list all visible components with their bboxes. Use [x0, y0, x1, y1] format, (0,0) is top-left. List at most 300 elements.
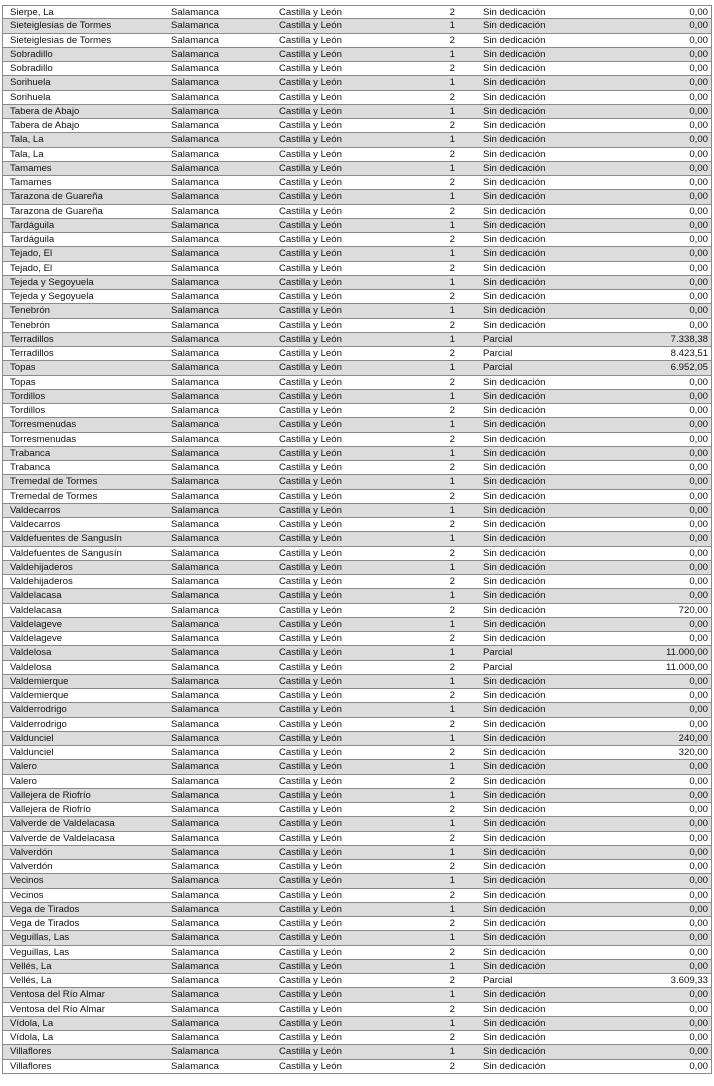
community-cell: Castilla y León — [279, 932, 342, 944]
municipality-cell: Valverde de Valdelacasa — [10, 818, 115, 830]
community-cell: Castilla y León — [279, 747, 342, 758]
municipality-cell: Terradillos — [10, 348, 54, 359]
province-cell: Salamanca — [171, 162, 219, 174]
table-row — [2, 518, 712, 532]
province-cell: Salamanca — [171, 604, 219, 616]
dedication-cell: Sin dedicación — [483, 48, 546, 60]
number-cell: 1 — [449, 248, 455, 260]
municipality-cell: Tejado, El — [10, 248, 53, 260]
amount-cell: 0,00 — [689, 561, 708, 573]
dedication-cell: Sin dedicación — [483, 162, 546, 174]
province-cell: Salamanca — [171, 333, 219, 345]
dedication-cell: Sin dedicación — [483, 846, 546, 858]
dedication-cell: Sin dedicación — [483, 7, 546, 18]
municipality-cell: Tejeda y Segoyuela — [10, 291, 94, 302]
amount-cell: 0,00 — [689, 419, 708, 431]
municipality-cell: Tardáguila — [10, 219, 55, 231]
province-cell: Salamanca — [171, 775, 219, 787]
province-cell: Salamanca — [171, 576, 219, 587]
table-row — [2, 148, 712, 162]
amount-cell: 0,00 — [689, 590, 708, 602]
community-cell: Castilla y León — [279, 533, 342, 545]
amount-cell: 0,00 — [689, 1060, 708, 1072]
province-cell: Salamanca — [171, 262, 219, 274]
community-cell: Castilla y León — [279, 234, 342, 245]
table-row — [2, 1060, 712, 1074]
community-cell: Castilla y León — [279, 604, 342, 616]
community-cell: Castilla y León — [279, 633, 342, 644]
province-cell: Salamanca — [171, 918, 219, 929]
table-row — [2, 903, 712, 917]
table-row — [2, 276, 712, 290]
dedication-cell: Sin dedicación — [483, 747, 546, 758]
table-row — [2, 262, 712, 276]
table-row — [2, 703, 712, 717]
dedication-cell: Sin dedicación — [483, 148, 546, 160]
number-cell: 1 — [449, 134, 455, 146]
province-cell: Salamanca — [171, 1032, 219, 1043]
community-cell: Castilla y León — [279, 861, 342, 872]
table-row — [2, 661, 712, 675]
number-cell: 2 — [449, 604, 455, 616]
community-cell: Castilla y León — [279, 462, 342, 473]
municipality-cell: Tremedal de Tormes — [10, 490, 98, 502]
table-row — [2, 5, 712, 19]
number-cell: 1 — [449, 618, 455, 630]
municipality-cell: Tejeda y Segoyuela — [10, 276, 94, 288]
community-cell: Castilla y León — [279, 1003, 342, 1015]
table-row — [2, 946, 712, 960]
municipality-cell: Tarazona de Guareña — [10, 205, 103, 217]
table-row — [2, 974, 712, 988]
dedication-cell: Parcial — [483, 362, 513, 374]
number-cell: 1 — [449, 704, 455, 716]
municipality-cell: Tala, La — [10, 148, 44, 160]
dedication-cell: Sin dedicación — [483, 219, 546, 231]
municipality-cell: Vega de Tirados — [10, 903, 80, 915]
dedication-cell: Sin dedicación — [483, 789, 546, 801]
community-cell: Castilla y León — [279, 1046, 342, 1058]
municipality-cell: Vallejera de Riofrío — [10, 789, 91, 801]
community-cell: Castilla y León — [279, 105, 342, 117]
municipality-cell: Valdemierque — [10, 675, 69, 687]
table-row — [2, 931, 712, 945]
municipality-cell: Valdecarros — [10, 504, 61, 516]
dedication-cell: Sin dedicación — [483, 191, 546, 203]
community-cell: Castilla y León — [279, 476, 342, 488]
municipality-cell: Vega de Tirados — [10, 918, 80, 929]
community-cell: Castilla y León — [279, 48, 342, 60]
municipality-cell: Tejado, El — [10, 262, 53, 274]
amount-cell: 0,00 — [689, 376, 708, 388]
municipality-cell: Veguillas, Las — [10, 946, 70, 958]
number-cell: 1 — [449, 675, 455, 687]
province-cell: Salamanca — [171, 504, 219, 516]
dedication-cell: Sin dedicación — [483, 476, 546, 488]
number-cell: 1 — [449, 333, 455, 345]
amount-cell: 0,00 — [689, 618, 708, 630]
amount-cell: 0,00 — [689, 690, 708, 701]
province-cell: Salamanca — [171, 276, 219, 288]
table-row — [2, 475, 712, 489]
amount-cell: 0,00 — [689, 48, 708, 60]
community-cell: Castilla y León — [279, 704, 342, 716]
dedication-cell: Parcial — [483, 661, 513, 673]
province-cell: Salamanca — [171, 861, 219, 872]
amount-cell: 0,00 — [689, 490, 708, 502]
amount-cell: 0,00 — [689, 7, 708, 18]
dedication-cell: Sin dedicación — [483, 248, 546, 260]
number-cell: 2 — [449, 34, 455, 46]
amount-cell: 0,00 — [689, 861, 708, 872]
table-row — [2, 988, 712, 1002]
number-cell: 1 — [449, 390, 455, 402]
amount-cell: 0,00 — [689, 34, 708, 46]
table-row — [2, 589, 712, 603]
number-cell: 2 — [449, 177, 455, 188]
community-cell: Castilla y León — [279, 177, 342, 188]
municipality-cell: Valdelosa — [10, 647, 52, 659]
municipality-cell: Valero — [10, 761, 38, 773]
community-cell: Castilla y León — [279, 191, 342, 203]
province-cell: Salamanca — [171, 7, 219, 18]
table-row — [2, 205, 712, 219]
table-row — [2, 917, 712, 931]
province-cell: Salamanca — [171, 376, 219, 388]
amount-cell: 0,00 — [689, 504, 708, 516]
municipality-cell: Vídola, La — [10, 1017, 54, 1029]
province-cell: Salamanca — [171, 34, 219, 46]
community-cell: Castilla y León — [279, 519, 342, 530]
amount-cell: 0,00 — [689, 818, 708, 830]
dedication-cell: Sin dedicación — [483, 903, 546, 915]
amount-cell: 0,00 — [689, 903, 708, 915]
amount-cell: 0,00 — [689, 205, 708, 217]
amount-cell: 0,00 — [689, 162, 708, 174]
community-cell: Castilla y León — [279, 405, 342, 416]
table-row — [2, 732, 712, 746]
number-cell: 1 — [449, 903, 455, 915]
province-cell: Salamanca — [171, 120, 219, 131]
dedication-cell: Sin dedicación — [483, 889, 546, 901]
number-cell: 2 — [449, 376, 455, 388]
number-cell: 2 — [449, 291, 455, 302]
number-cell: 2 — [449, 91, 455, 103]
province-cell: Salamanca — [171, 875, 219, 887]
dedication-cell: Sin dedicación — [483, 1032, 546, 1043]
number-cell: 1 — [449, 561, 455, 573]
community-cell: Castilla y León — [279, 148, 342, 160]
municipality-cell: Valdelageve — [10, 618, 63, 630]
number-cell: 2 — [449, 7, 455, 18]
table-row — [2, 846, 712, 860]
table-row — [2, 604, 712, 618]
table-row — [2, 133, 712, 147]
dedication-cell: Sin dedicación — [483, 946, 546, 958]
municipality-cell: Valero — [10, 775, 38, 787]
amount-cell: 0,00 — [689, 832, 708, 844]
province-cell: Salamanca — [171, 362, 219, 374]
number-cell: 1 — [449, 960, 455, 972]
province-cell: Salamanca — [171, 48, 219, 60]
amount-cell: 11.000,00 — [666, 647, 708, 659]
table-row — [2, 561, 712, 575]
number-cell: 2 — [449, 319, 455, 331]
community-cell: Castilla y León — [279, 561, 342, 573]
amount-cell: 6.952,05 — [670, 362, 708, 374]
number-cell: 2 — [449, 148, 455, 160]
amount-cell: 0,00 — [689, 405, 708, 416]
province-cell: Salamanca — [171, 989, 219, 1001]
table-row — [2, 19, 712, 33]
province-cell: Salamanca — [171, 846, 219, 858]
community-cell: Castilla y León — [279, 775, 342, 787]
community-cell: Castilla y León — [279, 134, 342, 146]
number-cell: 2 — [449, 1060, 455, 1072]
province-cell: Salamanca — [171, 547, 219, 559]
table-row — [2, 532, 712, 546]
province-cell: Salamanca — [171, 590, 219, 602]
number-cell: 1 — [449, 191, 455, 203]
number-cell: 2 — [449, 661, 455, 673]
municipality-cell: Sieteiglesias de Tormes — [10, 34, 112, 46]
number-cell: 1 — [449, 476, 455, 488]
amount-cell: 0,00 — [689, 234, 708, 245]
table-row — [2, 190, 712, 204]
municipality-cell: Vellés, La — [10, 960, 52, 972]
dedication-cell: Sin dedicación — [483, 519, 546, 530]
municipality-cell: Valdehijaderos — [10, 561, 73, 573]
community-cell: Castilla y León — [279, 647, 342, 659]
dedication-cell: Sin dedicación — [483, 34, 546, 46]
amount-cell: 320,00 — [678, 747, 708, 758]
community-cell: Castilla y León — [279, 946, 342, 958]
community-cell: Castilla y León — [279, 975, 342, 986]
municipality-cell: Tenebrón — [10, 305, 51, 317]
table-row — [2, 376, 712, 390]
number-cell: 1 — [449, 846, 455, 858]
dedication-cell: Sin dedicación — [483, 761, 546, 773]
table-row — [2, 874, 712, 888]
province-cell: Salamanca — [171, 219, 219, 231]
table-row — [2, 746, 712, 760]
amount-cell: 0,00 — [689, 775, 708, 787]
number-cell: 1 — [449, 276, 455, 288]
number-cell: 2 — [449, 1032, 455, 1043]
table-row — [2, 48, 712, 62]
dedication-cell: Parcial — [483, 975, 513, 986]
table-row — [2, 646, 712, 660]
community-cell: Castilla y León — [279, 419, 342, 431]
table-row — [2, 504, 712, 518]
dedication-cell: Sin dedicación — [483, 818, 546, 830]
dedication-cell: Sin dedicación — [483, 205, 546, 217]
community-cell: Castilla y León — [279, 1017, 342, 1029]
number-cell: 1 — [449, 447, 455, 459]
amount-cell: 0,00 — [689, 262, 708, 274]
number-cell: 1 — [449, 590, 455, 602]
amount-cell: 0,00 — [689, 1046, 708, 1058]
province-cell: Salamanca — [171, 291, 219, 302]
table-row — [2, 247, 712, 261]
dedication-cell: Sin dedicación — [483, 590, 546, 602]
province-cell: Salamanca — [171, 1003, 219, 1015]
dedication-cell: Sin dedicación — [483, 262, 546, 274]
dedication-cell: Sin dedicación — [483, 419, 546, 431]
amount-cell: 0,00 — [689, 960, 708, 972]
table-row — [2, 347, 712, 361]
province-cell: Salamanca — [171, 490, 219, 502]
province-cell: Salamanca — [171, 134, 219, 146]
table-row — [2, 418, 712, 432]
municipality-cell: Valderrodrigo — [10, 704, 67, 716]
community-cell: Castilla y León — [279, 1032, 342, 1043]
community-cell: Castilla y León — [279, 504, 342, 516]
table-row — [2, 176, 712, 190]
municipality-cell: Veguillas, Las — [10, 932, 70, 944]
number-cell: 2 — [449, 519, 455, 530]
province-cell: Salamanca — [171, 832, 219, 844]
number-cell: 1 — [449, 1017, 455, 1029]
province-cell: Salamanca — [171, 20, 219, 32]
dedication-cell: Sin dedicación — [483, 932, 546, 944]
dedication-cell: Sin dedicación — [483, 704, 546, 716]
province-cell: Salamanca — [171, 433, 219, 445]
dedication-cell: Sin dedicación — [483, 177, 546, 188]
number-cell: 1 — [449, 1046, 455, 1058]
table-row — [2, 361, 712, 375]
number-cell: 2 — [449, 832, 455, 844]
community-cell: Castilla y León — [279, 1060, 342, 1072]
dedication-cell: Sin dedicación — [483, 533, 546, 545]
amount-cell: 3.609,33 — [670, 975, 708, 986]
municipality-cell: Valdelacasa — [10, 590, 62, 602]
amount-cell: 0,00 — [689, 276, 708, 288]
community-cell: Castilla y León — [279, 618, 342, 630]
amount-cell: 0,00 — [689, 134, 708, 146]
community-cell: Castilla y León — [279, 732, 342, 744]
province-cell: Salamanca — [171, 789, 219, 801]
province-cell: Salamanca — [171, 704, 219, 716]
table-row — [2, 461, 712, 475]
number-cell: 2 — [449, 205, 455, 217]
province-cell: Salamanca — [171, 633, 219, 644]
province-cell: Salamanca — [171, 932, 219, 944]
number-cell: 2 — [449, 690, 455, 701]
dedication-cell: Sin dedicación — [483, 462, 546, 473]
table-row — [2, 219, 712, 233]
community-cell: Castilla y León — [279, 91, 342, 103]
amount-cell: 0,00 — [689, 633, 708, 644]
province-cell: Salamanca — [171, 462, 219, 473]
dedication-cell: Sin dedicación — [483, 134, 546, 146]
province-cell: Salamanca — [171, 405, 219, 416]
amount-cell: 0,00 — [689, 932, 708, 944]
municipality-cell: Valdelacasa — [10, 604, 62, 616]
municipality-cell: Valdehijaderos — [10, 576, 73, 587]
community-cell: Castilla y León — [279, 7, 342, 18]
dedication-cell: Sin dedicación — [483, 276, 546, 288]
data-table — [2, 5, 712, 1074]
amount-cell: 720,00 — [678, 604, 708, 616]
number-cell: 1 — [449, 932, 455, 944]
dedication-cell: Sin dedicación — [483, 547, 546, 559]
number-cell: 2 — [449, 804, 455, 815]
table-row — [2, 618, 712, 632]
number-cell: 1 — [449, 789, 455, 801]
province-cell: Salamanca — [171, 946, 219, 958]
number-cell: 1 — [449, 105, 455, 117]
municipality-cell: Tenebrón — [10, 319, 51, 331]
number-cell: 2 — [449, 718, 455, 730]
table-row — [2, 803, 712, 817]
province-cell: Salamanca — [171, 818, 219, 830]
amount-cell: 0,00 — [689, 804, 708, 815]
community-cell: Castilla y León — [279, 276, 342, 288]
municipality-cell: Sorihuela — [10, 77, 51, 89]
municipality-cell: Tala, La — [10, 134, 44, 146]
dedication-cell: Sin dedicación — [483, 633, 546, 644]
municipality-cell: Terradillos — [10, 333, 54, 345]
table-row — [2, 162, 712, 176]
number-cell: 2 — [449, 747, 455, 758]
number-cell: 2 — [449, 975, 455, 986]
municipality-cell: Sobradillo — [10, 48, 53, 60]
number-cell: 2 — [449, 433, 455, 445]
municipality-cell: Tamames — [10, 162, 52, 174]
table-row — [2, 76, 712, 90]
community-cell: Castilla y León — [279, 305, 342, 317]
community-cell: Castilla y León — [279, 789, 342, 801]
dedication-cell: Sin dedicación — [483, 319, 546, 331]
number-cell: 1 — [449, 818, 455, 830]
table-row — [2, 860, 712, 874]
number-cell: 1 — [449, 419, 455, 431]
municipality-cell: Tamames — [10, 177, 52, 188]
municipality-cell: Tabera de Abajo — [10, 120, 80, 131]
table-row — [2, 547, 712, 561]
province-cell: Salamanca — [171, 561, 219, 573]
community-cell: Castilla y León — [279, 205, 342, 217]
amount-cell: 0,00 — [689, 1017, 708, 1029]
amount-cell: 0,00 — [689, 305, 708, 317]
province-cell: Salamanca — [171, 419, 219, 431]
number-cell: 2 — [449, 120, 455, 131]
amount-cell: 0,00 — [689, 519, 708, 530]
province-cell: Salamanca — [171, 533, 219, 545]
dedication-cell: Sin dedicación — [483, 918, 546, 929]
dedication-cell: Parcial — [483, 333, 513, 345]
amount-cell: 0,00 — [689, 1032, 708, 1043]
community-cell: Castilla y León — [279, 348, 342, 359]
dedication-cell: Sin dedicación — [483, 1060, 546, 1072]
community-cell: Castilla y León — [279, 675, 342, 687]
table-row — [2, 817, 712, 831]
municipality-cell: Sieteiglesias de Tormes — [10, 20, 112, 32]
amount-cell: 240,00 — [678, 732, 708, 744]
dedication-cell: Sin dedicación — [483, 376, 546, 388]
amount-cell: 0,00 — [689, 319, 708, 331]
municipality-cell: Valdunciel — [10, 747, 54, 758]
amount-cell: 0,00 — [689, 946, 708, 958]
community-cell: Castilla y León — [279, 718, 342, 730]
community-cell: Castilla y León — [279, 818, 342, 830]
amount-cell: 0,00 — [689, 462, 708, 473]
amount-cell: 0,00 — [689, 248, 708, 260]
dedication-cell: Sin dedicación — [483, 989, 546, 1001]
dedication-cell: Sin dedicación — [483, 1003, 546, 1015]
table-row — [2, 34, 712, 48]
